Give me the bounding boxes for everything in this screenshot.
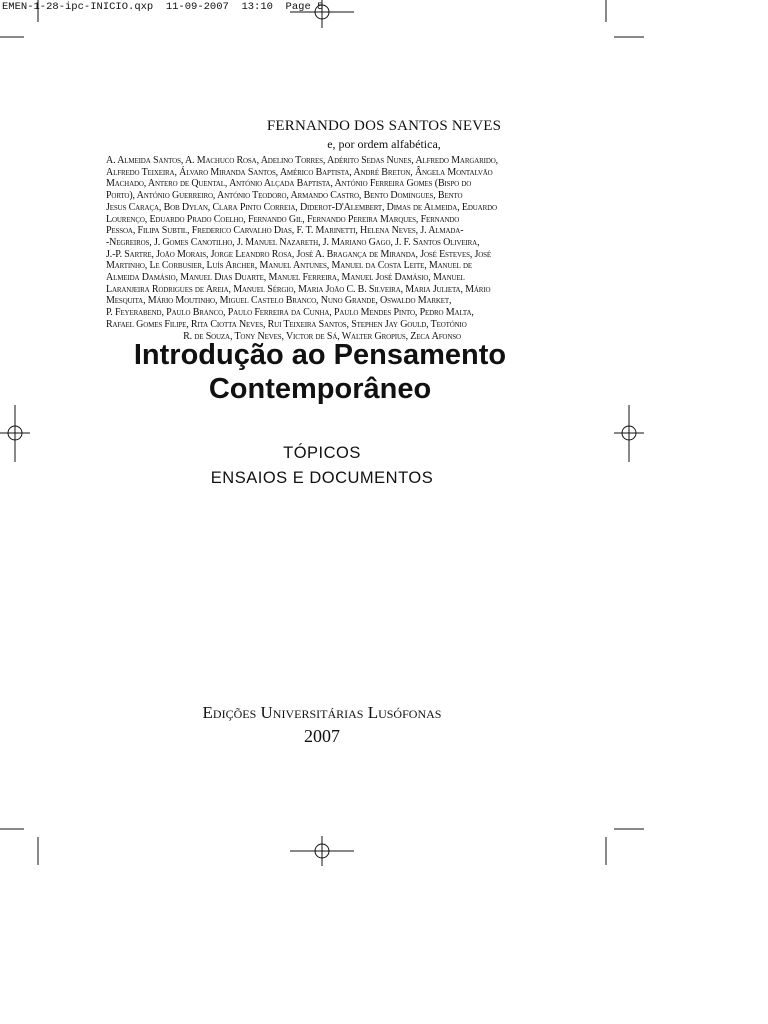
title-line: Introdução ao Pensamento — [133, 339, 507, 371]
contributors-line: Mesquita, Mário Moutinho, Miguel Castelo Branco, Nuno Grande, Oswaldo Market, — [106, 295, 452, 307]
contributors-line: Laranjeira Rodrigues de Areia, Manuel Sérgio, Maria João C. B. Silveira, Maria Julieta, Mário — [106, 283, 491, 295]
contributors-line: Lourenço, Eduardo Prado Coelho, Fernando Gil, Fernando Pereira Marques, Fernando — [106, 213, 460, 225]
contributors-line: Pessoa, Filipa Subtil, Frederico Carvalho Dias, F. T. Marinetti, Helena Neves, J. Almada- — [106, 225, 464, 237]
contributors-line: R. de Souza, Tony Neves, Victor de Sá, Walter Gropius, Zeca Afonso — [183, 330, 461, 342]
file-slug-line: EMEN-1-28-ipc-INICIO.qxp 11-09-2007 13:10 Page 5 — [2, 1, 324, 13]
author-name: FERNANDO DOS SANTOS NEVES — [266, 118, 502, 134]
contributors-line: Alfredo Teixeira, Álvaro Miranda Santos, Américo Baptista, André Breton, Ângela Montalvão — [106, 166, 493, 178]
contributors-line: P. Feyerabend, Paulo Branco, Paulo Ferreira da Cunha, Paulo Mendes Pinto, Pedro Malta, — [106, 307, 474, 319]
contributors-line: Martinho, Le Corbusier, Luís Archer, Manuel Antunes, Manuel da Costa Leite, Manuel de — [106, 260, 472, 272]
registration-mark — [290, 836, 354, 866]
book-title — [0, 338, 640, 406]
publication-year: 2007 — [304, 726, 340, 746]
contributors-line: Machado, Antero de Quental, António Alçada Baptista, António Ferreira Gomes (Bispo do — [106, 178, 472, 190]
contributors-line: Jesus Caraça, Bob Dylan, Clara Pinto Correia, Diderot-D'Alembert, Dimas de Almeida, Eduardo — [106, 201, 497, 213]
contributors-line: Almeida Damásio, Manuel Dias Duarte, Manuel Ferreira, Manuel José Damásio, Manuel — [106, 272, 465, 284]
contributors-line: Porto), António Guerreiro, António Teodoro, Armando Castro, Bento Domingues, Bento — [106, 190, 463, 202]
title-line: Contemporâneo — [208, 373, 432, 405]
publisher-name: Edições Universitárias Lusófonas — [202, 703, 442, 722]
subtitle-line: TÓPICOS — [283, 444, 361, 462]
contributors-line: J.-P. Sartre, João Morais, Jorge Leandro Rosa, José A. Bragança de Miranda, José Esteves, José — [106, 248, 492, 260]
contributors-line: Rafael Gomes Filipe, Rita Ciotta Neves, Rui Teixeira Santos, Stephen Jay Gould, Teotónio — [106, 318, 467, 330]
by-order-note: e, por ordem alfabética, — [327, 137, 441, 151]
book-subtitle — [0, 441, 644, 491]
registration-mark — [290, 0, 354, 28]
contributors-line: A. Almeida Santos, A. Machuco Rosa, Adelino Torres, Adérito Sedas Nunes, Alfredo Margarido, — [106, 155, 499, 166]
contributors-list — [106, 155, 538, 342]
subtitle-line: ENSAIOS E DOCUMENTOS — [210, 469, 434, 487]
contributors-line: -Negreiros, J. Gomes Canotilho, J. Manuel Nazareth, J. Mariano Gago, J. F. Santos Oliveira, — [106, 236, 480, 248]
